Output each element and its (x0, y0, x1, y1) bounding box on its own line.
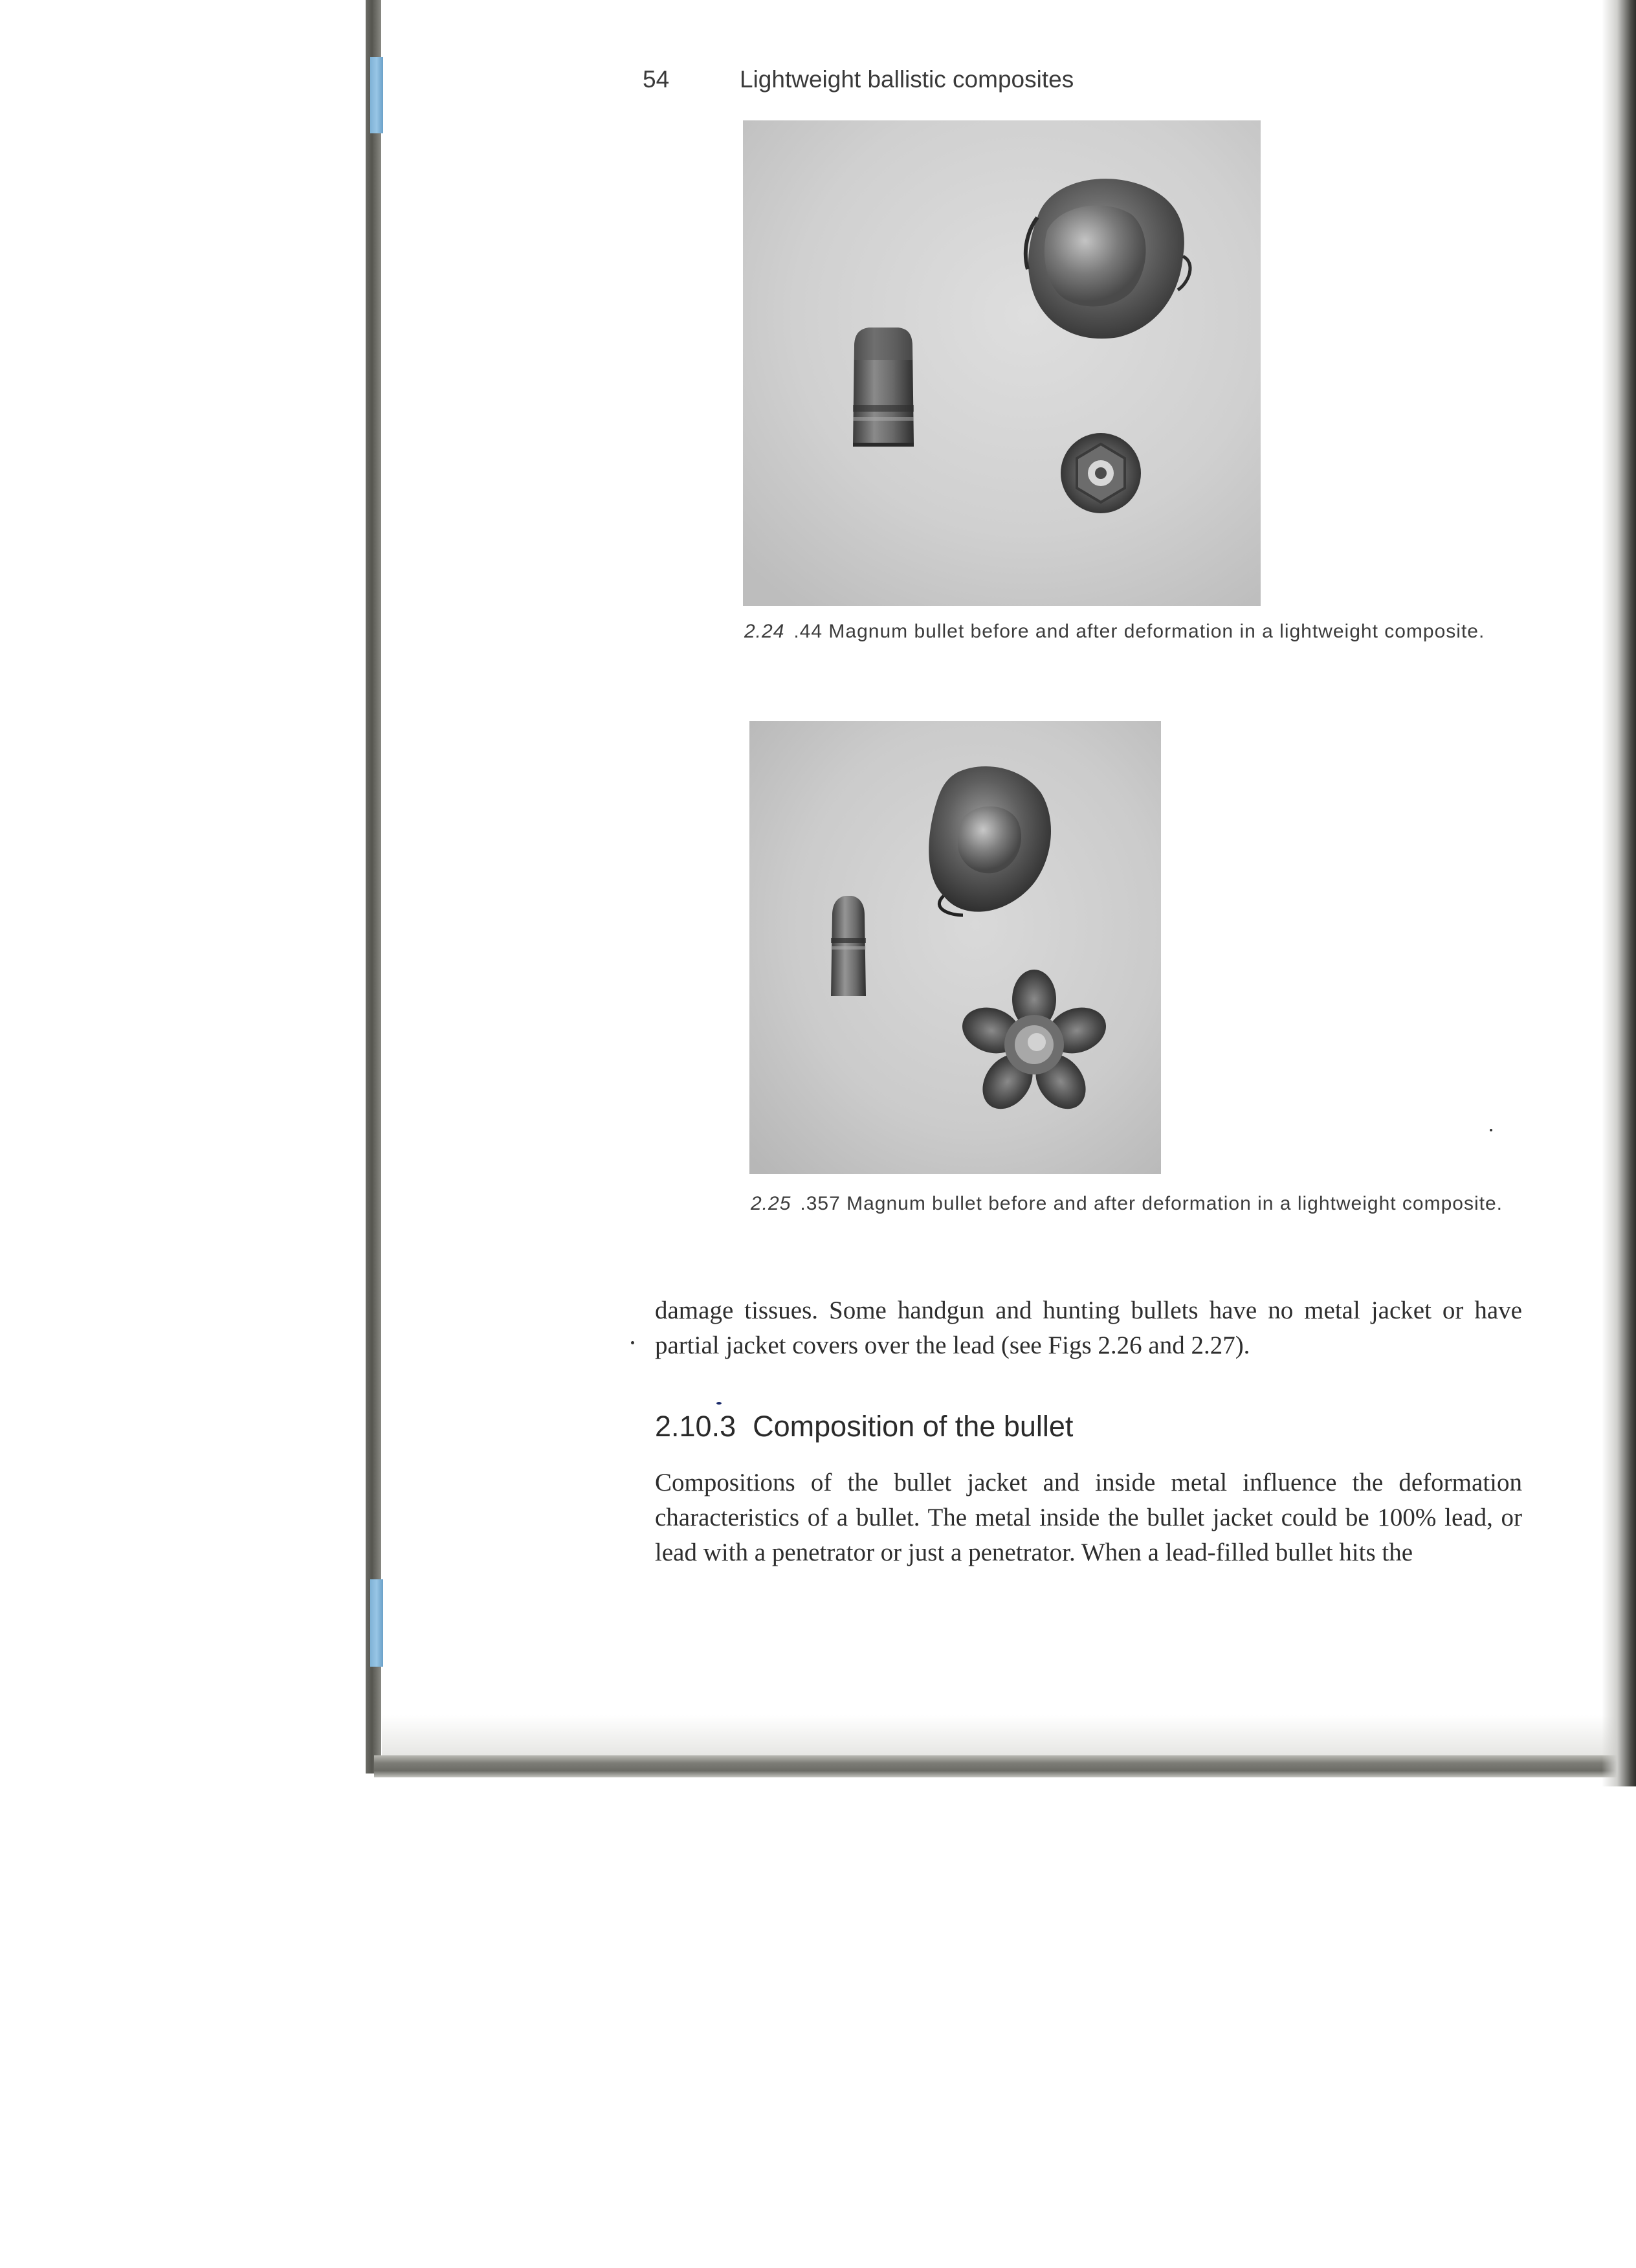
caption-text: .357 Magnum bullet before and after deformation in a lightweight composite. (800, 1193, 1503, 1214)
figure-2-25-photo (749, 721, 1161, 1174)
figure-2-24-photo (743, 120, 1261, 606)
figure-2-24-caption (744, 619, 1534, 645)
page-bottom-shadow (382, 1715, 1631, 1755)
section-heading (655, 1410, 1073, 1443)
section-title: Composition of the bullet (753, 1410, 1074, 1443)
running-title: Lightweight ballistic composites (740, 66, 1074, 93)
scan-speck (716, 1402, 722, 1405)
section-number: 2.10.3 (655, 1410, 736, 1443)
spine-blue-mark-top (370, 57, 383, 133)
page-number: 54 (643, 66, 670, 93)
scan-speck (631, 1341, 634, 1344)
book-spine-edge (366, 0, 381, 1773)
figure-number: 2.25 (751, 1193, 791, 1214)
figure-number: 2.24 (744, 621, 785, 642)
body-paragraph-2: Compositions of the bullet jacket and inside metal influence the deformation characteristics of a bullet. The metal inside the bullet jacket could be 100% lead, or lead with a penetrator or just a penetrator. When a lead-filled bullet hits the (655, 1469, 1522, 1566)
page-bottom-edge (374, 1755, 1636, 1777)
figure-2-25-caption (751, 1191, 1540, 1217)
spine-blue-mark-bottom (370, 1579, 383, 1667)
scan-speck (1490, 1129, 1492, 1131)
body-paragraph-1: damage tissues. Some handgun and hunting bullets have no metal jacket or have partial jacket covers over the lead (see Figs 2.26 and 2.27). (655, 1296, 1522, 1359)
caption-text: .44 Magnum bullet before and after deformation in a lightweight composite. (793, 621, 1485, 642)
running-header (643, 66, 1074, 93)
page-right-edge (1602, 0, 1636, 1786)
